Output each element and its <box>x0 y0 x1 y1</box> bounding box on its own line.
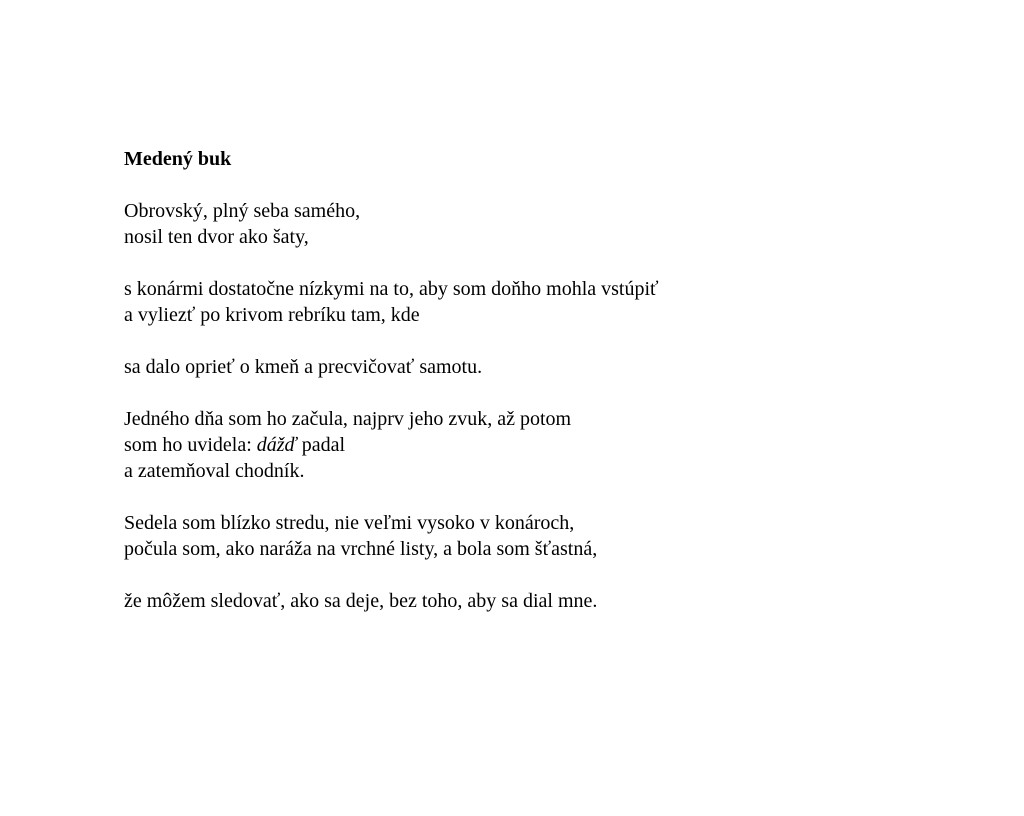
poem-page <box>124 146 884 640</box>
stanza-1 <box>124 198 884 250</box>
stanza-3 <box>124 354 884 380</box>
poem-line: a zatemňoval chodník. <box>124 460 305 482</box>
poem-line: že môžem sledovať, ako sa deje, bez toho, aby sa dial mne. <box>124 590 598 612</box>
poem-line-suffix: padal <box>296 434 346 456</box>
stanza-4 <box>124 406 884 484</box>
poem-line: Sedela som blízko stredu, nie veľmi vysoko v konároch, <box>124 512 575 534</box>
stanza-6 <box>124 588 884 614</box>
poem-title: Medený buk <box>124 148 232 170</box>
poem-line-with-italic <box>124 432 884 458</box>
poem-line: a vyliezť po krivom rebríku tam, kde <box>124 304 420 326</box>
poem-line: Obrovský, plný seba samého, <box>124 200 361 222</box>
poem-line-prefix: som ho uvidela: <box>124 434 257 456</box>
poem-line: sa dalo oprieť o kmeň a precvičovať samotu. <box>124 356 483 378</box>
stanza-5 <box>124 510 884 562</box>
stanza-2 <box>124 276 884 328</box>
poem-line: počula som, ako naráža na vrchné listy, a bola som šťastná, <box>124 538 598 560</box>
italic-word: dážď <box>256 434 297 456</box>
poem-line: s konármi dostatočne nízkymi na to, aby som doňho mohla vstúpiť <box>124 278 659 300</box>
poem-line: nosil ten dvor ako šaty, <box>124 226 309 248</box>
poem-line: Jedného dňa som ho začula, najprv jeho zvuk, až potom <box>124 408 572 430</box>
